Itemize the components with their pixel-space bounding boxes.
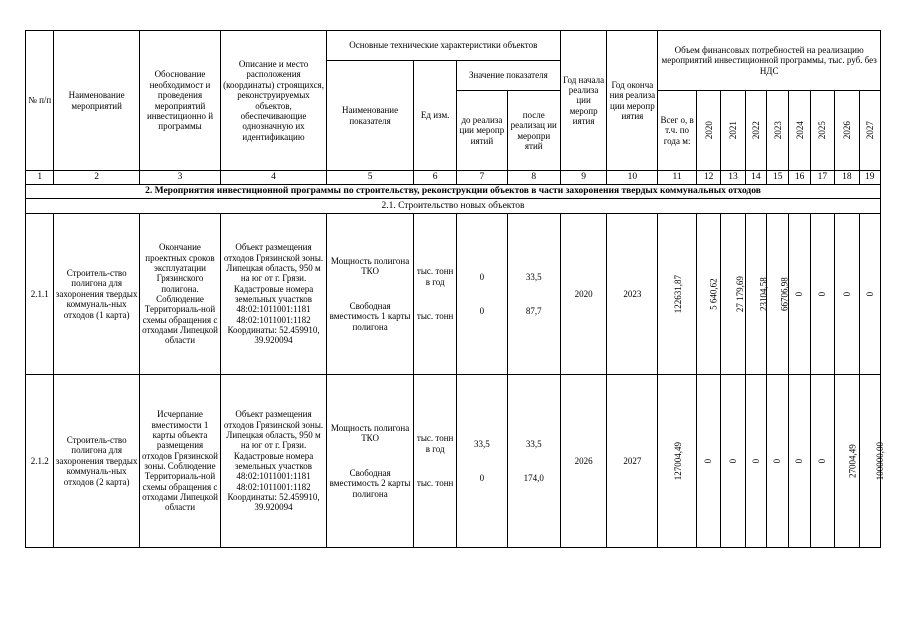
row-num: 2.1.1 (26, 214, 54, 375)
row-end-year: 2027 (607, 375, 658, 548)
investment-program-table (25, 30, 885, 548)
header-name: Наименование мероприятий (54, 31, 139, 171)
unit-2: тыс. тонн (416, 478, 454, 489)
row-year-value: 0 (810, 214, 834, 375)
row-year-value: 0 (810, 375, 834, 548)
column-numbers-row (26, 171, 881, 185)
col-number: 6 (414, 171, 457, 185)
header-year-2020: 2020 (696, 91, 720, 171)
after-2: 87,7 (525, 306, 542, 316)
row-year-value: 0 (835, 214, 859, 375)
after-2: 174,0 (523, 473, 544, 483)
unit-1: тыс. тонн в год (416, 433, 454, 454)
row-location: Объект размещения отходов Грязинской зоны. Липецкая область, 950 м на юг от г. Грязи. Кадастровые номера земельных участков 48:02:1011001:1181 48:02:1011001:1182 Координаты: 52.459910, 39.920094 (221, 375, 327, 548)
indicator-2: Свободная вместимость 1 карты полигона (329, 300, 411, 332)
col-number: 4 (221, 171, 327, 185)
header-unit: Ед изм. (414, 61, 457, 171)
header-num: № п/п (26, 31, 54, 171)
header-value-group: Значение показателя (456, 61, 560, 91)
before-2: 0 (479, 306, 485, 316)
row-year-value: 5 640,62 (696, 214, 720, 375)
row-total: 127004,49 (658, 375, 697, 548)
header-tech-group: Основные технические характеристики объектов (326, 31, 560, 61)
header-year-2025: 2025 (810, 91, 834, 171)
row-year-value: 27004,49 (835, 375, 859, 548)
row-end-year: 2023 (607, 214, 658, 375)
col-number: 1 (26, 171, 54, 185)
section-title: 2. Мероприятия инвестиционной программы по строительству, реконструкции объектов в части захоронения твердых коммунальных отходов (26, 185, 881, 199)
col-number: 17 (810, 171, 834, 185)
header-year-2026: 2026 (835, 91, 859, 171)
row-year-value: 0 (789, 214, 810, 375)
row-before (456, 214, 507, 375)
indicator-1: Мощность полигона ТКО (330, 256, 410, 277)
header-total: Всег о, в т.ч. по года м: (658, 91, 697, 171)
col-number: 15 (767, 171, 789, 185)
row-year-value: 0 (789, 375, 810, 548)
header-year-2021: 2021 (721, 91, 745, 171)
header-start-year: Год начала реализа ции меропр иятия (560, 31, 607, 171)
row-num: 2.1.2 (26, 375, 54, 548)
header-after: после реализац ии меропри ятий (507, 91, 560, 171)
row-location: Объект размещения отходов Грязинской зоны. Липецкая область, 950 м на юг от г. Грязи. Кадастровые номера земельных участков 48:02:1011001:1181 48:02:1011001:1182 Координаты: 52.459910, 39.920094 (221, 214, 327, 375)
header-indicator: Наименование показателя (326, 61, 413, 171)
indicator-1: Мощность полигона ТКО (330, 423, 410, 444)
indicator-2: Свободная вместимость 2 карты полигона (329, 467, 411, 499)
col-number: 5 (326, 171, 413, 185)
row-year-value: 0 (859, 214, 880, 375)
col-number: 16 (789, 171, 810, 185)
row-year-value: 23104,58 (745, 214, 766, 375)
row-indicators (326, 214, 413, 375)
header-year-2024: 2024 (789, 91, 810, 171)
unit-1: тыс. тонн в год (416, 266, 454, 287)
row-before (456, 375, 507, 548)
table-row (26, 214, 881, 375)
table-row (26, 375, 881, 548)
header-year-2027: 2027 (859, 91, 880, 171)
header-location: Описание и место расположения (координаты) строящихся, реконструируемых объектов, обеспечивающие однозначную их идентификацию (221, 31, 327, 171)
header-reason: Обоснование необходимост и проведения мероприятий инвестиционно й программы (139, 31, 220, 171)
col-number: 9 (560, 171, 607, 185)
before-2: 0 (479, 473, 485, 483)
row-indicators (326, 375, 413, 548)
row-after (507, 375, 560, 548)
row-year-value: 0 (696, 375, 720, 548)
col-number: 7 (456, 171, 507, 185)
col-number: 10 (607, 171, 658, 185)
col-number: 14 (745, 171, 766, 185)
row-units (414, 214, 457, 375)
after-1: 33,5 (525, 271, 542, 282)
row-year-value: 0 (721, 375, 745, 548)
row-year-value: 100000,00 (859, 375, 880, 548)
header-before: до реализа ции меропр иятий (456, 91, 507, 171)
col-number: 2 (54, 171, 139, 185)
header-year-2022: 2022 (745, 91, 766, 171)
row-reason: Окончание проектных сроков эксплуатации Грязинского полигона. Соблюдение Территориаль-ной схемы обращения с отходами Липецкой области (139, 214, 220, 375)
subsection-title: 2.1. Строительство новых объектов (26, 199, 881, 214)
row-start-year: 2026 (560, 375, 607, 548)
row-year-value: 66706,98 (767, 214, 789, 375)
header-end-year: Год оконча ния реализа ции меропр иятия (607, 31, 658, 171)
col-number: 18 (835, 171, 859, 185)
col-number: 19 (859, 171, 880, 185)
row-after (507, 214, 560, 375)
row-reason: Исчерпание вместимости 1 карты объекта размещения отходов Грязинской зоны. Соблюдение Территориаль-ной схемы обращения с отходами Липецкой области (139, 375, 220, 548)
col-number: 8 (507, 171, 560, 185)
unit-2: тыс. тонн (416, 311, 454, 322)
row-units (414, 375, 457, 548)
row-name: Строитель-ство полигона для захоронения твердых коммуналь-ных отходов (2 карта) (54, 375, 139, 548)
col-number: 3 (139, 171, 220, 185)
before-1: 0 (479, 271, 485, 282)
row-year-value: 0 (767, 375, 789, 548)
after-1: 33,5 (525, 438, 542, 449)
row-start-year: 2020 (560, 214, 607, 375)
row-year-value: 27 179,69 (721, 214, 745, 375)
col-number: 13 (721, 171, 745, 185)
before-1: 33,5 (474, 438, 490, 449)
col-number: 12 (696, 171, 720, 185)
row-total: 122631,87 (658, 214, 697, 375)
header-finance-group: Объем финансовых потребностей на реализацию мероприятий инвестиционной программы, тыс. руб. без НДС (658, 31, 881, 91)
col-number: 11 (658, 171, 697, 185)
header-year-2023: 2023 (767, 91, 789, 171)
row-name: Строитель-ство полигона для захоронения твердых коммуналь-ных отходов (1 карта) (54, 214, 139, 375)
row-year-value: 0 (745, 375, 766, 548)
